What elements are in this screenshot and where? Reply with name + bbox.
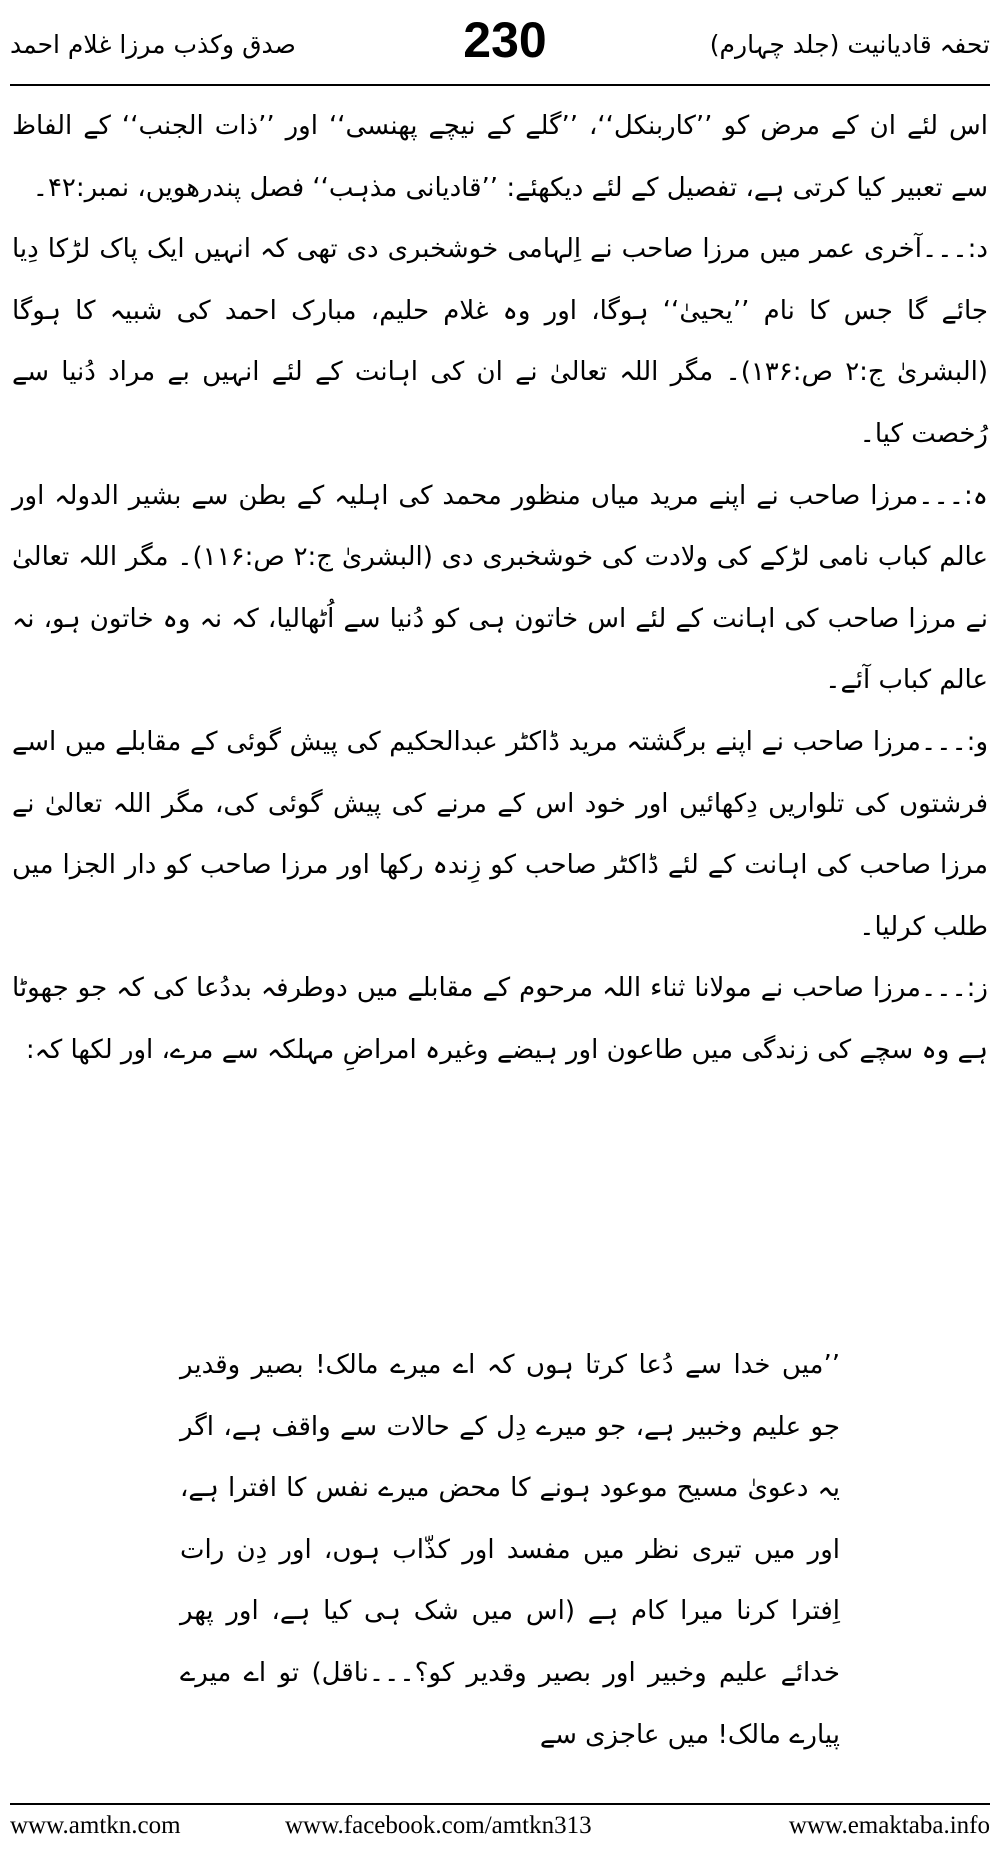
block-quote xyxy=(180,1335,840,1766)
quote-text: ’’میں خدا سے دُعا کرتا ہوں کہ اے میرے مالک! بصیر وقدیر جو علیم وخبیر ہے، جو میرے دِل کے حالات سے واقف ہے، اگر یہ دعویٰ مسیح موعود ہونے کا محض میرے نفس کا افترا ہے، اور میں تیری نظر میں مفسد اور کذّاب ہوں، اور دِن رات اِفترا کرنا میرا کام ہے (اس میں شک ہی کیا ہے، اور پھر خدائے علیم وخبیر اور بصیر وقدیر کو؟۔۔۔ناقل) تو اے میرے پیارے مالک! میں عاجزی سے xyxy=(180,1350,840,1750)
chapter-title: صدق وکذب مرزا غلام احمد xyxy=(10,30,296,59)
header-divider xyxy=(10,84,990,86)
footer-link-facebook[interactable]: www.facebook.com/amtkn313 xyxy=(285,1812,592,1839)
paragraph-intro: اس لئے ان کے مرض کو ’’کاربنکل‘‘، ’’گلے کے نیچے پھنسی‘‘ اور ’’ذات الجنب‘‘ کے الفاظ سے تعبیر کیا کرتی ہے، تفصیل کے لئے دیکھئے: ’’قادیانی مذہب‘‘ فصل پندرھویں، نمبر:۴۲۔ xyxy=(12,111,988,203)
paragraph-heh: ہ:۔۔۔مرزا صاحب نے اپنے مرید میاں منظور محمد کی اہلیہ کے بطن سے بشیر الدولہ اور عالم کباب نامی لڑکے کی ولادت کی خوشخبری دی (البشریٰ ج:۲ ص:۱۱۶)۔ مگر اللہ تعالیٰ نے مرزا صاحب کی اہانت کے لئے اس خاتون ہی کو دُنیا سے اُٹھالیا، کہ نہ وہ خاتون ہو، نہ عالم کباب آئے۔ xyxy=(12,480,988,696)
book-title: تحفہ قادیانیت (جلد چہارم) xyxy=(709,30,990,59)
footer-link-emaktaba[interactable]: www.emaktaba.info xyxy=(788,1812,990,1839)
page-header xyxy=(10,10,990,80)
page-number: 230 xyxy=(463,12,547,68)
paragraph-dal: د:۔۔۔آخری عمر میں مرزا صاحب نے اِلہامی خوشخبری دی تھی کہ انہیں ایک پاک لڑکا دِیا جائے گا جس کا نام ’’یحییٰ‘‘ ہوگا، اور وہ غلام حلیم، مبارک احمد کی شبیہ کا ہوگا (البشریٰ ج:۲ ص:۱۳۶)۔ مگر اللہ تعالیٰ نے ان کی اہانت کے لئے انہیں بے مراد دُنیا سے رُخصت کیا۔ xyxy=(12,234,988,449)
paragraph-waw: و:۔۔۔مرزا صاحب نے اپنے برگشتہ مرید ڈاکٹر عبدالحکیم کی پیش گوئی کے مقابلے میں اسے فرشتوں کی تلواریں دِکھائیں اور خود اس کے مرنے کی پیش گوئی کی، مگر اللہ تعالیٰ نے مرزا صاحب کی اہانت کے لئے ڈاکٹر صاحب کو زِندہ رکھا اور مرزا صاحب کو دار الجزا میں طلب کرلیا۔ xyxy=(12,726,988,942)
page-footer xyxy=(10,1806,990,1846)
footer-divider xyxy=(10,1803,990,1805)
footer-link-amtkn[interactable]: www.amtkn.com xyxy=(10,1812,181,1839)
body-text xyxy=(12,96,988,1082)
paragraph-zay: ز:۔۔۔مرزا صاحب نے مولانا ثناء اللہ مرحوم کے مقابلے میں دوطرفہ بددُعا کی کہ جو جھوٹا ہے وہ سچے کی زندگی میں طاعون اور ہیضے وغیرہ امراضِ مہلکہ سے مرے، اور لکھا کہ: xyxy=(12,973,988,1065)
